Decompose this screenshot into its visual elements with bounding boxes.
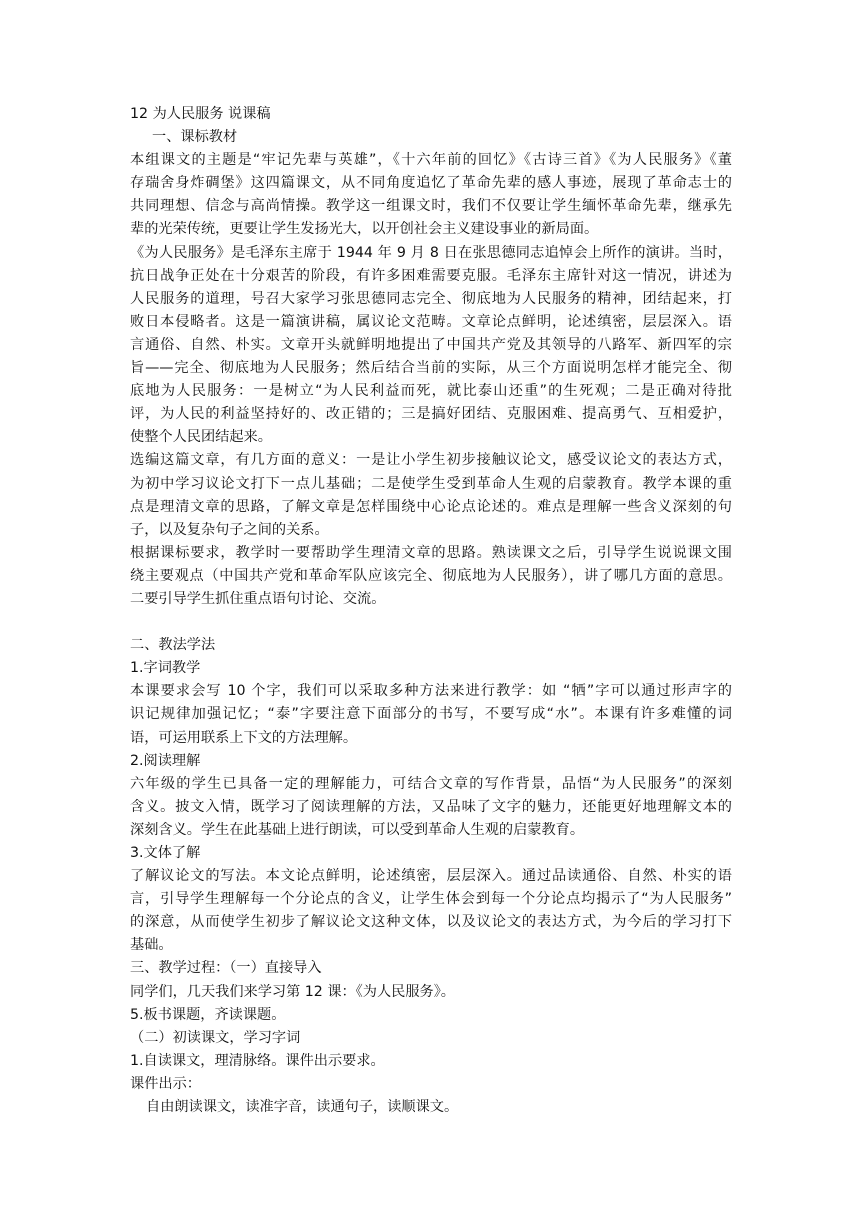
- subheading-vocabulary: 1.字词教学: [130, 660, 201, 677]
- text-line: 深刻含义。学生在此基础上进行朗读，可以受到革命人生观的启蒙教育。: [130, 821, 585, 838]
- text-line: 的深意，从而使学生初步了解议论文这种文体，以及议论文的表达方式，为今后的学习打下: [130, 914, 732, 931]
- paragraph-theme: [130, 149, 732, 241]
- text-line: 为初中学习议论文打下一点儿基础；二是使学生受到革命人生观的启蒙教育。教学本课的重: [130, 475, 732, 492]
- text-line: 底地为人民服务：一是树立“为人民利益而死，就比泰山还重”的生死观；二是正确对待批: [130, 383, 732, 400]
- section-heading-3: 三、教学过程：（一）直接导入: [130, 960, 322, 977]
- section-heading-1: 一、课标教材: [152, 129, 238, 146]
- paragraph-vocabulary: [130, 680, 732, 749]
- text-line: 抗日战争正处在十分艰苦的阶段，有许多困难需要克服。毛泽东主席针对这一情况，讲述为: [130, 267, 732, 284]
- text-line: 含义。披文入情，既学习了阅读理解的方法，又品味了文字的魅力，还能更好地理解文本的: [130, 798, 732, 815]
- text-line: 旨——完全、彻底地为人民服务；然后结合当前的实际，从三个方面说明怎样才能完全、彻: [130, 360, 732, 377]
- paragraph-requirements: [130, 542, 732, 611]
- text-line: 基础。: [130, 937, 173, 954]
- text-line: 绕主要观点（中国共产党和革命军队应该完全、彻底地为人民服务），讲了哪几方面的意思。: [130, 567, 732, 584]
- paragraph-article-intro: [130, 242, 732, 450]
- document-title: 12 为人民服务 说课稿: [130, 106, 271, 122]
- teaching-process: [130, 981, 732, 1120]
- text-line: 5.板书课题，齐读课题。: [130, 1006, 286, 1023]
- text-line: 辈的光荣传统，更要让学生发扬光大，以开创社会主义建设事业的新局面。: [130, 221, 599, 238]
- text-line: 本组课文的主题是“牢记先辈与英雄”，《十六年前的回忆》《古诗三首》《为人民服务》《董: [130, 152, 732, 169]
- text-line: 本课要求会写 10 个字，我们可以采取多种方法来进行教学：如 “牺”字可以通过形声字的: [130, 683, 732, 700]
- text-line: 识记规律加强记忆；“泰”字要注意下面部分的书写，不要写成“水”。本课有许多难懂的词: [130, 706, 732, 723]
- text-line: 点是理清文章的思路，了解文章是怎样围绕中心论点论述的。难点是理解一些含义深刻的句: [130, 498, 732, 515]
- text-line: 《为人民服务》是毛泽东主席于 1944 年 9 月 8 日在张思德同志追悼会上所作的演讲。当时，: [130, 244, 732, 261]
- text-line: 选编这篇文章，有几方面的意义：一是让小学生初步接触议论文，感受议论文的表达方式，: [130, 452, 732, 469]
- text-line: 言通俗、自然、朴实。文章开头就鲜明地提出了中国共产党及其领导的八路军、新四军的宗: [130, 336, 732, 353]
- text-line: 人民服务的道理，号召大家学习张思德同志完全、彻底地为人民服务的精神，团结起来，打: [130, 290, 732, 307]
- paragraph-genre: [130, 865, 732, 957]
- text-line: 共同理想、信念与高尚情操。教学这一组课文时，我们不仅要让学生缅怀革命先辈，继承先: [130, 198, 732, 215]
- text-line: 二要引导学生抓住重点语句讨论、交流。: [130, 590, 386, 607]
- text-line: 自由朗读课文，读准字音，读通句子，读顺课文。: [146, 1099, 459, 1116]
- text-line: 语，可运用联系上下文的方法理解。: [130, 729, 358, 746]
- text-line: 1.自读课文，理清脉络。课件出示要求。: [130, 1052, 385, 1069]
- text-line: 使整个人民团结起来。: [130, 429, 272, 446]
- blank-line: [130, 611, 732, 634]
- text-line: 评，为人民的利益坚持好的、改正错的；三是搞好团结、克服困难、提高勇气、互相爱护，: [130, 406, 732, 423]
- text-line: （二）初读课文，学习字词: [130, 1029, 301, 1046]
- subheading-reading: 2.阅读理解: [130, 752, 201, 769]
- document-page: [130, 103, 732, 1119]
- paragraph-significance: [130, 449, 732, 541]
- paragraph-reading: [130, 773, 732, 842]
- section-heading-2: 二、教法学法: [130, 637, 216, 654]
- text-line: 课件出示：: [130, 1075, 201, 1092]
- text-line: 了解议论文的写法。本文论点鲜明，论述缜密，层层深入。通过品读通俗、自然、朴实的语: [130, 868, 732, 885]
- text-line: 子，以及复杂句子之间的关系。: [130, 521, 329, 538]
- text-line: 根据课标要求，教学时一要帮助学生理清文章的思路。熟读课文之后，引导学生说说课文围: [130, 544, 732, 561]
- text-line: 同学们，几天我们来学习第 12 课：《为人民服务》。: [130, 983, 455, 1000]
- text-line: 败日本侵略者。这是一篇演讲稿，属议论文范畴。文章论点鲜明，论述缜密，层层深入。语: [130, 313, 732, 330]
- subheading-genre: 3.文体了解: [130, 845, 201, 861]
- text-line: 六年级的学生已具备一定的理解能力，可结合文章的写作背景，品悟“为人民服务”的深刻: [130, 775, 732, 792]
- text-line: 存瑞舍身炸碉堡》这四篇课文，从不同角度追忆了革命先辈的感人事迹，展现了革命志士的: [130, 175, 732, 192]
- text-line: 言，引导学生理解每一个分论点的含义，让学生体会到每一个分论点均揭示了“为人民服务”: [130, 891, 732, 908]
